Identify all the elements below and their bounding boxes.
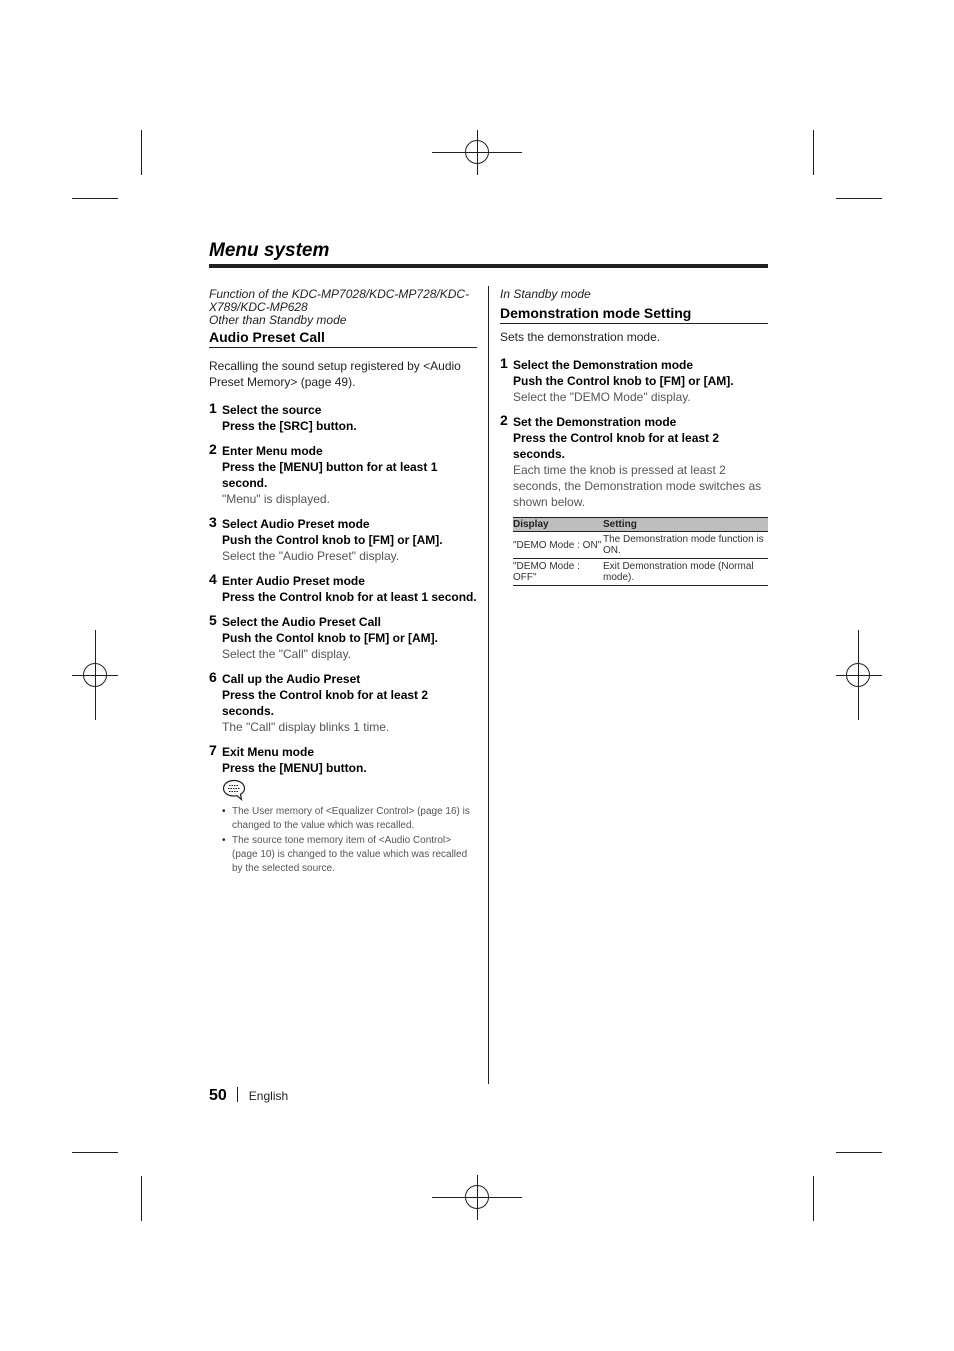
language-label: English <box>248 1089 289 1103</box>
step-5 <box>209 614 477 662</box>
left-column <box>209 288 477 877</box>
step-title: Enter Menu mode <box>222 444 323 458</box>
step-action: Push the Control knob to [FM] or [AM]. <box>222 533 443 547</box>
step-number: 1 <box>500 355 508 371</box>
step-title: Select the Audio Preset Call <box>222 615 381 629</box>
footer-separator <box>237 1087 238 1102</box>
mode-condition: In Standby mode <box>500 287 591 301</box>
page-number: 50 <box>209 1087 227 1104</box>
step-action: Press the [SRC] button. <box>222 419 357 433</box>
step-2 <box>500 414 768 510</box>
note-item: • The source tone memory item of <Audio Control> (page 10) is changed to the value which was recalled by the selected source. <box>222 834 477 876</box>
table-cell-setting: The Demonstration mode function is ON. <box>603 532 768 559</box>
registration-circle <box>465 1185 489 1209</box>
crop-mark <box>813 1176 814 1221</box>
title-rule <box>209 264 768 268</box>
step-result: Select the "Audio Preset" display. <box>222 549 400 563</box>
step-2 <box>209 443 477 507</box>
step-1 <box>209 402 477 434</box>
notes-list <box>222 805 477 876</box>
step-4 <box>209 573 477 605</box>
registration-circle <box>83 663 107 687</box>
step-number: 3 <box>209 514 217 530</box>
table-cell-display: "DEMO Mode : OFF" <box>513 559 603 586</box>
step-result: Each time the knob is pressed at least 2 seconds, the Demonstration mode switches as shown below. <box>513 463 762 509</box>
crop-mark <box>72 1152 118 1153</box>
section-heading: Audio Preset Call <box>209 329 477 348</box>
step-title: Enter Audio Preset mode <box>222 574 365 588</box>
step-title: Call up the Audio Preset <box>222 672 361 686</box>
registration-circle <box>846 663 870 687</box>
note-item: • The User memory of <Equalizer Control> (page 16) is changed to the value which was recalled. <box>222 805 477 833</box>
step-action: Press the [MENU] button. <box>222 761 367 775</box>
mode-condition: Other than Standby mode <box>209 313 347 327</box>
table-header-setting: Setting <box>603 518 768 532</box>
demo-mode-table <box>513 517 768 586</box>
model-applicability: Function of the KDC-MP7028/KDC-MP728/KDC-X789/KDC-MP628 <box>209 287 470 314</box>
step-6 <box>209 671 477 735</box>
table-row <box>513 532 768 559</box>
step-result: The "Call" display blinks 1 time. <box>222 720 390 734</box>
step-title: Select the source <box>222 403 322 417</box>
step-title: Exit Menu mode <box>222 745 315 759</box>
step-result: "Menu" is displayed. <box>222 492 330 506</box>
step-action: Press the [MENU] button for at least 1 second. <box>222 460 438 490</box>
section-intro: Recalling the sound setup registered by <Audio Preset Memory> (page 49). <box>209 359 461 389</box>
step-number: 5 <box>209 612 217 628</box>
step-number: 4 <box>209 571 217 587</box>
step-title: Select Audio Preset mode <box>222 517 370 531</box>
step-action: Press the Control knob for at least 2 seconds. <box>513 431 720 461</box>
table-cell-display: "DEMO Mode : ON" <box>513 532 603 559</box>
step-number: 2 <box>209 441 217 457</box>
crop-mark <box>836 1152 882 1153</box>
crop-mark <box>141 130 142 175</box>
page-footer <box>209 1087 288 1105</box>
step-7 <box>209 744 477 776</box>
step-action: Push the Contol knob to [FM] or [AM]. <box>222 631 438 645</box>
crop-mark <box>813 130 814 175</box>
step-action: Press the Control knob for at least 1 second. <box>222 590 477 604</box>
right-column <box>500 288 768 586</box>
crop-mark <box>72 198 118 199</box>
step-action: Press the Control knob for at least 2 seconds. <box>222 688 429 718</box>
step-number: 7 <box>209 742 217 758</box>
section-heading: Demonstration mode Setting <box>500 305 768 324</box>
crop-mark <box>836 198 882 199</box>
step-action: Push the Control knob to [FM] or [AM]. <box>513 374 734 388</box>
step-title: Set the Demonstration mode <box>513 415 677 429</box>
step-result: Select the "DEMO Mode" display. <box>513 390 691 404</box>
table-header-display: Display <box>513 518 603 532</box>
page-title: Menu system <box>209 240 330 261</box>
table-cell-setting: Exit Demonstration mode (Normal mode). <box>603 559 768 586</box>
table-row <box>513 559 768 586</box>
registration-circle <box>465 140 489 164</box>
table-header-row <box>513 518 768 532</box>
step-title: Select the Demonstration mode <box>513 358 694 372</box>
crop-mark <box>141 1176 142 1221</box>
step-number: 2 <box>500 412 508 428</box>
section-intro: Sets the demonstration mode. <box>500 330 661 344</box>
step-number: 6 <box>209 669 217 685</box>
step-3 <box>209 516 477 564</box>
step-result: Select the "Call" display. <box>222 647 352 661</box>
step-1 <box>500 357 768 405</box>
column-divider <box>488 286 489 1084</box>
memo-icon <box>222 779 246 801</box>
step-number: 1 <box>209 400 217 416</box>
